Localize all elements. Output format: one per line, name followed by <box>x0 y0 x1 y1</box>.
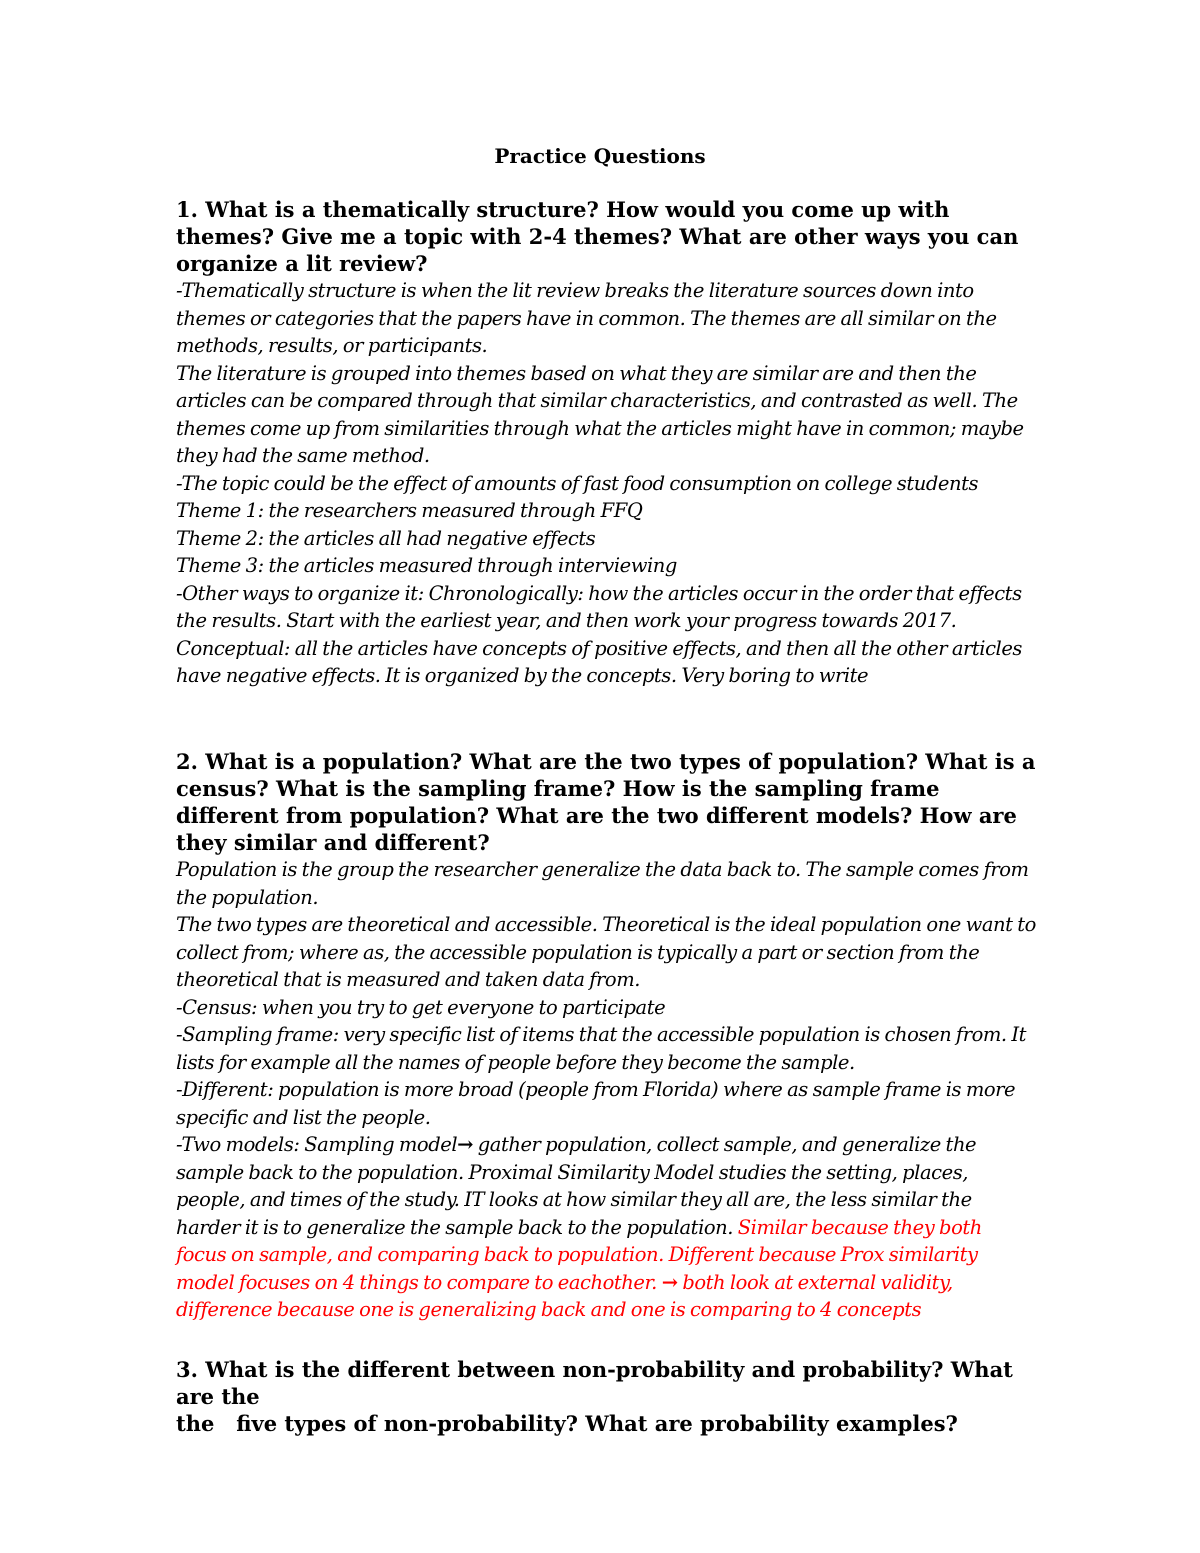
q2-answer-line: -Different: population is more broad (people from Florida) where as sample frame is more specific and list the people. <box>176 1078 1016 1129</box>
red-annotation-b: both look at external validity, difference because one is generalizing back and one is comparing to 4 concepts <box>176 1270 953 1321</box>
question-1-section <box>176 196 1036 690</box>
q2-answer-line: Population is the group the researcher generalize the data back to. The sample comes from the population. <box>176 858 1029 909</box>
q1-answer-line: -Other ways to organize it: Chronologically: how the articles occur in the order that effects the results. Start with the earliest year, and then work your progress towards 2017. Conceptual: all the articles have concepts of positive effects, and then all the other articles have negative effects. It is organized by the concepts. Very boring to write <box>176 581 1022 687</box>
q1-answer-line: Theme 1: the researchers measured through FFQ <box>176 499 643 522</box>
q2-answer-line: -Sampling frame: very specific list of items that the accessible population is chosen from. It lists for example all the names of people before they become the sample. <box>176 1023 1027 1074</box>
q1-answer-line: Theme 3: the articles measured through interviewing <box>176 554 677 577</box>
question-3-heading-line-2 <box>176 1410 1036 1437</box>
question-2-section <box>176 748 1036 1324</box>
question-3-prefix: the <box>176 1411 237 1436</box>
q2-answer-line: -Census: when you try to get everyone to participate <box>176 995 666 1019</box>
models-text-a: -Two models: Sampling model <box>176 1133 458 1156</box>
arrow-right-icon: → <box>457 1133 474 1156</box>
q1-answer-line: The literature is grouped into themes based on what they are similar are and then the articles can be compared through that similar characteristics, and contrasted as well. The themes come up from similarities through what the articles might have in common; maybe they had the same method. <box>176 361 1024 467</box>
question-2-heading: 2. What is a population? What are the two types of population? What is a census? What is the sampling frame? How is the sampling frame different from population? What are the two different models? How are they similar and different? <box>176 749 1036 855</box>
red-annotation-a: Similar because they both focus on sample, and comparing back to population. Different because Prox similarity model focuses on 4 things to compare to eachother. <box>176 1215 982 1294</box>
models-text-b: gather population, collect sample, and generalize the sample back to the population. Proximal Similarity Model studies the setting, places, people, and times of the study. IT looks at how similar they all are, the less similar the harder it is to generalize the sample back to the population. <box>176 1133 977 1239</box>
q2-models-paragraph <box>176 1131 1036 1324</box>
red-arrow-right-icon: → <box>661 1270 678 1294</box>
q1-answer-line: -Thematically structure is when the lit review breaks the literature sources down into themes or categories that the papers have in common. The themes are all similar on the methods, results, or participants. <box>176 279 997 357</box>
question-1-heading: 1. What is a thematically structure? How would you come up with themes? Give me a topic with 2-4 themes? What are other ways you can organize a lit review? <box>176 197 1019 276</box>
q2-answer-line: The two types are theoretical and accessible. Theoretical is the ideal population one want to collect from; where as, the accessible population is typically a part or section from the theoretical that is measured and taken data from. <box>176 913 1036 991</box>
q1-answer-line: -The topic could be the effect of amounts of fast food consumption on college students <box>176 471 979 495</box>
page-title: Practice Questions <box>494 144 706 168</box>
question-3-text: five types of non-probability? What are probability examples? <box>236 1411 958 1436</box>
q1-answer-line: Theme 2: the articles all had negative effects <box>176 526 596 550</box>
question-3-section <box>176 1356 1036 1437</box>
question-3-heading-line-1: 3. What is the different between non-probability and probability? What are the <box>176 1357 1013 1409</box>
